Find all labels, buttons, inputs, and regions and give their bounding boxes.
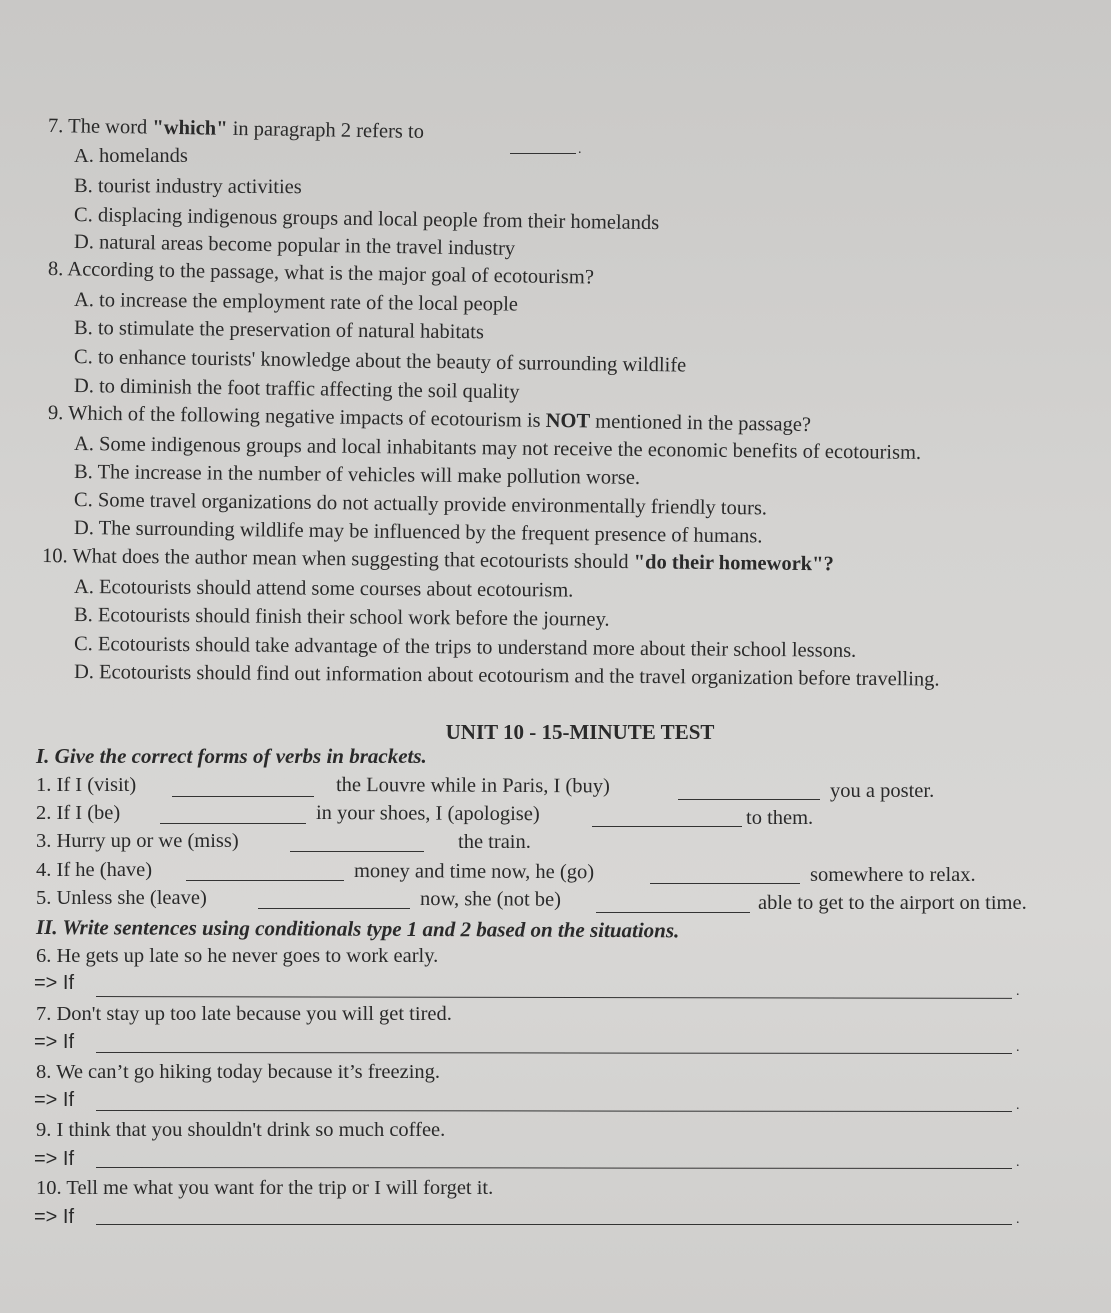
question-7-option-c: C. displacing indigenous groups and local people from their homelands <box>73 204 660 235</box>
answer-8-period: . <box>1016 1098 1020 1113</box>
answer-9-line[interactable] <box>96 1167 1012 1169</box>
item-4-part-c: somewhere to relax. <box>810 864 976 886</box>
question-9-text-pre: 9. Which of the following negative impacts of ecotourism is <box>47 402 546 432</box>
answer-6-prefix: => If <box>34 972 75 994</box>
item-5-blank-1[interactable] <box>258 908 410 909</box>
test-title: UNIT 10 - 15-MINUTE TEST <box>445 720 715 744</box>
question-8-option-d: D. to diminish the foot traffic affecting the soil quality <box>73 375 520 404</box>
answer-8-prefix: => If <box>34 1089 75 1111</box>
section-2-heading: II. Write sentences using conditionals type 1 and 2 based on the situations. <box>35 915 680 943</box>
item-5-part-c: able to get to the airport on time. <box>758 892 1027 914</box>
sentence-7: 7. Don't stay up too late because you will get tired. <box>36 1003 452 1025</box>
answer-10-prefix: => If <box>34 1206 75 1228</box>
item-5-blank-2[interactable] <box>596 912 750 913</box>
answer-6-line[interactable] <box>96 996 1012 999</box>
question-7-blank[interactable] <box>510 153 576 154</box>
question-7-bold-word: "which" <box>152 116 228 140</box>
answer-7-period: . <box>1016 1040 1020 1055</box>
item-4-blank-1[interactable] <box>186 880 344 881</box>
answer-10-period: . <box>1016 1212 1020 1227</box>
item-1-blank-2[interactable] <box>678 799 820 800</box>
question-7-text-pre: The word <box>67 115 153 139</box>
item-5-part-b: now, she (not be) <box>419 888 562 911</box>
question-10-bold-phrase: "do their homework"? <box>633 551 834 576</box>
question-10-option-b: B. Ecotourists should finish their school work before the journey. <box>73 604 610 631</box>
sentence-8: 8. We can’t go hiking today because it’s freezing. <box>36 1061 441 1083</box>
answer-8-line[interactable] <box>96 1110 1012 1112</box>
item-4-part-b: money and time now, he (go) <box>353 860 595 884</box>
item-3-part-b: the train. <box>458 831 531 853</box>
item-5-part-a: 5. Unless she (leave) <box>36 887 207 909</box>
sentence-9: 9. I think that you shouldn't drink so much coffee. <box>36 1119 446 1141</box>
answer-10-line[interactable] <box>96 1224 1012 1225</box>
item-1-part-b: the Louvre while in Paris, I (buy) <box>335 774 610 798</box>
item-2-part-a: 2. If I (be) <box>36 802 121 824</box>
item-3-blank-1[interactable] <box>290 851 424 852</box>
question-8-option-a: A. to increase the employment rate of the local people <box>73 289 519 316</box>
question-9-option-b: B. The increase in the number of vehicles will make pollution worse. <box>73 461 641 489</box>
question-7-stem <box>48 116 424 142</box>
sentence-10: 10. Tell me what you want for the trip or I will forget it. <box>36 1177 494 1199</box>
question-8-option-b: B. to stimulate the preservation of natural habitats <box>73 317 484 344</box>
question-10-option-a: A. Ecotourists should attend some courses about ecotourism. <box>73 576 574 602</box>
answer-7-prefix: => If <box>34 1031 75 1053</box>
question-9-text-post: mentioned in the passage? <box>589 410 812 436</box>
question-10-text-pre: 10. What does the author mean when suggesting that ecotourists should <box>41 545 634 574</box>
question-9-option-a: A. Some indigenous groups and local inhabitants may not receive the economic benefits of ecotourism. <box>73 433 922 464</box>
item-2-blank-1[interactable] <box>160 823 306 824</box>
question-9-bold-word: NOT <box>545 409 591 433</box>
question-7-option-d: D. natural areas become popular in the travel industry <box>73 231 516 260</box>
question-7-period: . <box>578 142 582 157</box>
question-9-option-d: D. The surrounding wildlife may be influenced by the frequent presence of humans. <box>73 517 763 548</box>
question-10-option-d: D. Ecotourists should find out information about ecotourism and the travel organization before travelling. <box>73 661 940 691</box>
question-7-option-b: B. tourist industry activities <box>73 175 302 199</box>
answer-7-line[interactable] <box>96 1052 1012 1054</box>
question-9-stem <box>48 403 811 435</box>
item-4-part-a: 4. If he (have) <box>36 859 153 881</box>
answer-6-period: . <box>1016 984 1020 999</box>
item-3-part-a: 3. Hurry up or we (miss) <box>36 830 239 852</box>
question-8-stem: 8. According to the passage, what is the major goal of ecotourism? <box>47 258 595 289</box>
question-8-option-c: C. to enhance tourists' knowledge about the beauty of surrounding wildlife <box>73 346 687 377</box>
question-7-text-post: in paragraph 2 refers to <box>227 117 425 143</box>
question-7-number: 7. <box>47 115 64 138</box>
item-4-blank-2[interactable] <box>650 883 800 884</box>
sentence-6: 6. He gets up late so he never goes to work early. <box>36 945 439 967</box>
answer-9-prefix: => If <box>34 1148 75 1170</box>
item-2-blank-2[interactable] <box>592 826 742 827</box>
question-10-stem <box>42 546 834 575</box>
item-2-part-c: to them. <box>746 807 814 829</box>
item-1-part-c: you a poster. <box>830 780 935 802</box>
item-1-blank-1[interactable] <box>172 796 314 797</box>
question-7-option-a: A. homelands <box>74 145 188 167</box>
answer-9-period: . <box>1016 1155 1020 1170</box>
question-9-option-c: C. Some travel organizations do not actually provide environmentally friendly tours. <box>73 489 768 520</box>
question-10-option-c: C. Ecotourists should take advantage of the trips to understand more about their school lessons. <box>73 633 857 662</box>
item-2-part-b: in your shoes, I (apologise) <box>315 802 540 826</box>
section-1-heading: I. Give the correct forms of verbs in brackets. <box>36 744 427 768</box>
item-1-part-a: 1. If I (visit) <box>36 774 137 796</box>
